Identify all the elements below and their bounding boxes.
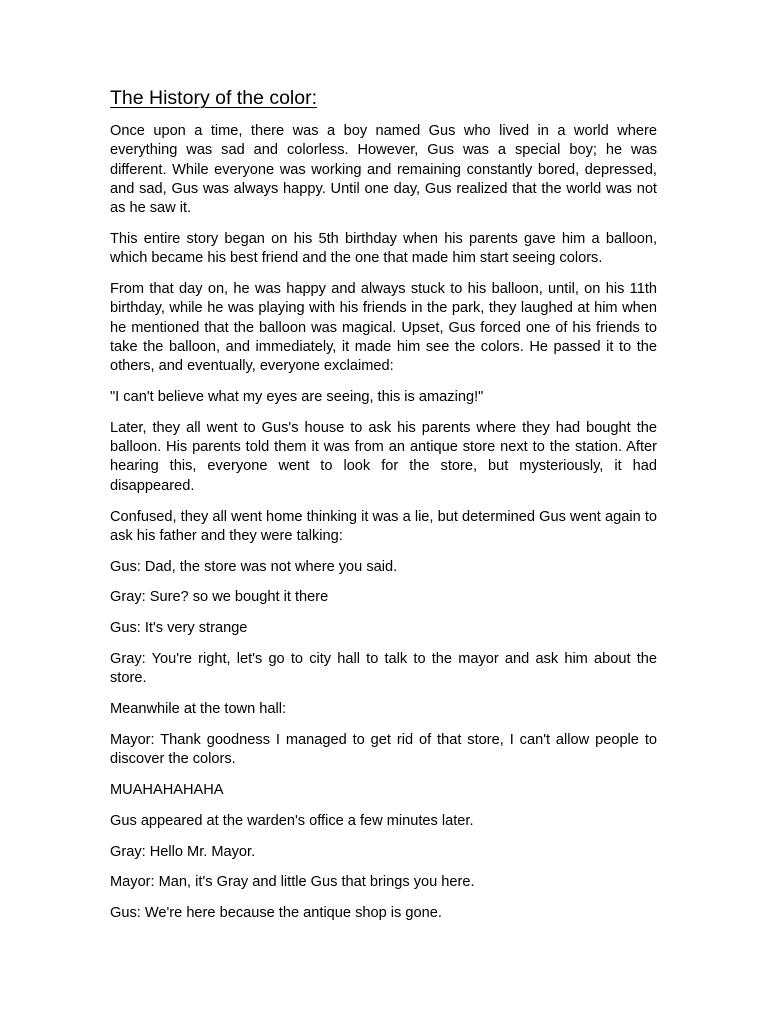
scene-transition: Meanwhile at the town hall:	[110, 701, 287, 718]
dialogue-line: Gray: Sure? so we bought it there	[110, 589, 329, 606]
paragraph-park: From that day on, he was happy and always stuck to his balloon, until, on his 11th birthday, while he was playing with his friends in the park, they laughed at him when he mentioned that the balloon was magical. Upset, Gus forced one of his friends to take the balloon, and immediately, it made him see the colors. He passed it to the others, and eventually, everyone exclaimed:	[110, 281, 657, 375]
document-title: The History of the color:	[110, 87, 317, 109]
paragraph-intro: Once upon a time, there was a boy named Gus who lived in a world where everything was sad and colorless. However, Gus was a special boy; he was different. While everyone was working and remaining constantly bored, depressed, and sad, Gus was always happy. Until one day, Gus realized that the world was not as he saw it.	[110, 123, 657, 217]
dialogue-line: Gus: Dad, the store was not where you said.	[110, 558, 398, 575]
document-page	[110, 86, 657, 935]
dialogue-line: Mayor: Thank goodness I managed to get rid of that store, I can't allow people to discover the colors.	[110, 731, 657, 768]
dialogue-line: Gus: We're here because the antique shop is gone.	[110, 905, 442, 922]
dialogue-laugh: MUAHAHAHAHA	[110, 782, 224, 799]
dialogue-line: Gus: It's very strange	[110, 620, 248, 637]
paragraph-birthday: This entire story began on his 5th birthday when his parents gave him a balloon, which became his best friend and the one that made him start seeing colors.	[110, 230, 657, 267]
dialogue-line: Gray: You're right, let's go to city hall to talk to the mayor and ask him about the store.	[110, 651, 657, 687]
paragraph-store-search: Later, they all went to Gus's house to ask his parents where they had bought the balloon. His parents told them it was from an antique store next to the station. After hearing this, everyone went to look for the store, but mysteriously, it had disappeared.	[110, 419, 657, 494]
paragraph-exclamation: "I can't believe what my eyes are seeing, this is amazing!"	[110, 389, 484, 406]
dialogue-line: Gray: Hello Mr. Mayor.	[110, 843, 256, 860]
narration-line: Gus appeared at the warden's office a few minutes later.	[110, 812, 474, 829]
dialogue-line: Mayor: Man, it's Gray and little Gus that brings you here.	[110, 874, 475, 891]
paragraph-confused: Confused, they all went home thinking it was a lie, but determined Gus went again to ask his father and they were talking:	[110, 508, 657, 544]
